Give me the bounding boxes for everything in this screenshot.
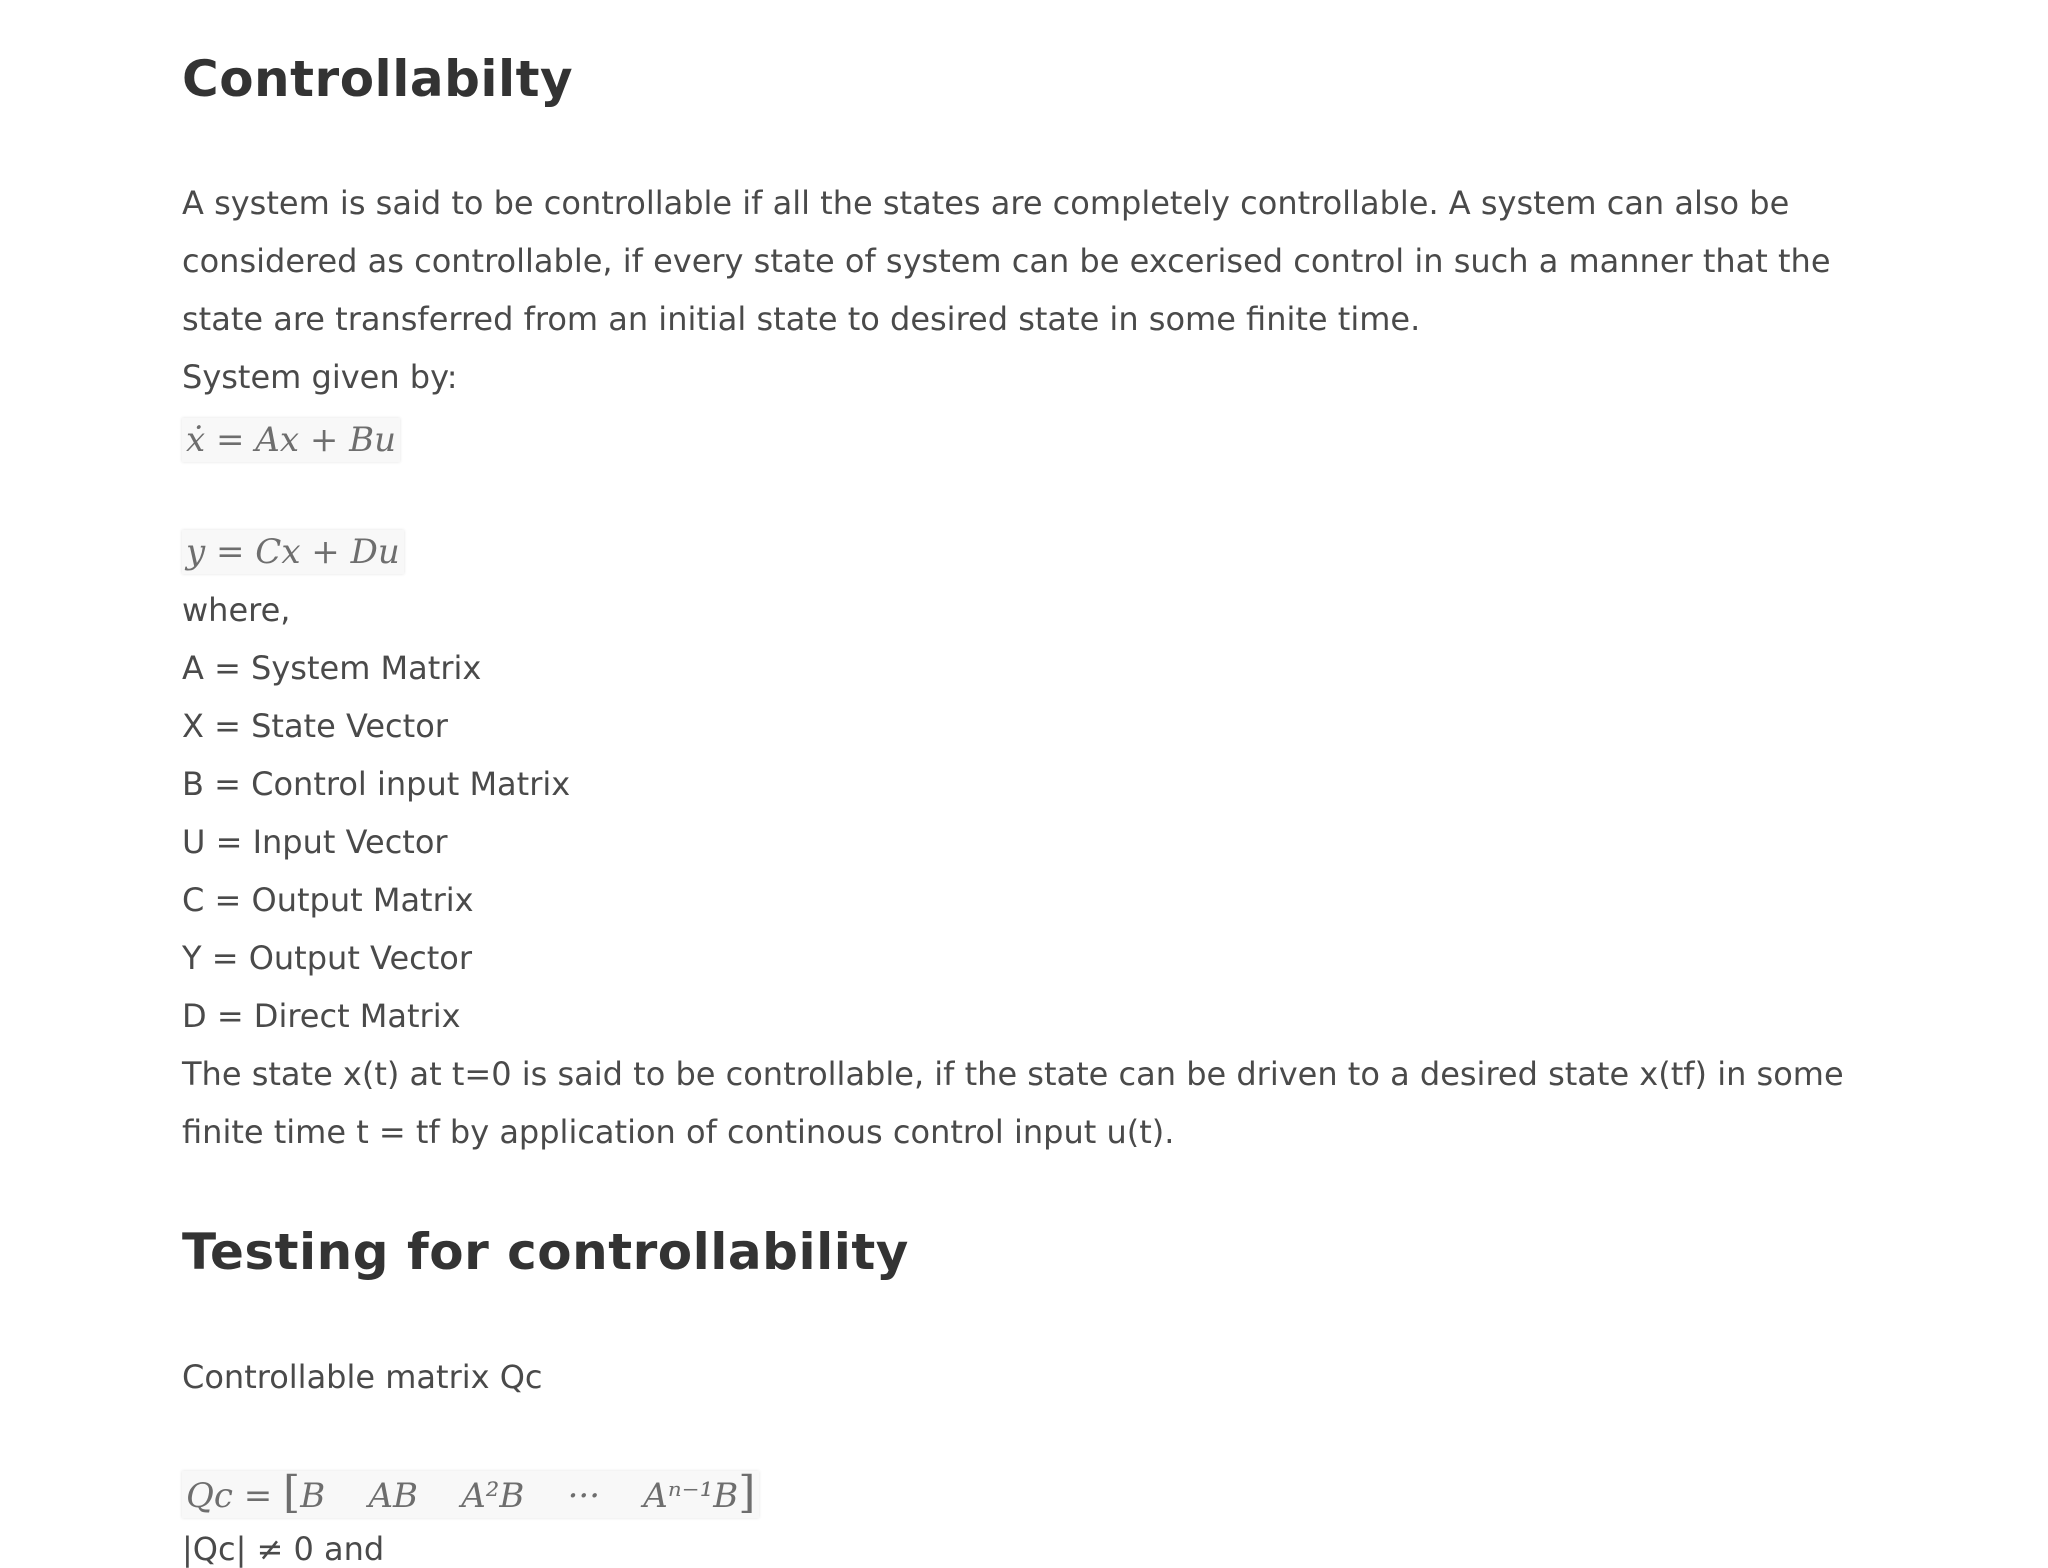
left-bracket: [: [283, 1467, 301, 1518]
qc-entry: B: [300, 1476, 326, 1516]
state-equation-math: ẋ = Ax + Bu: [182, 418, 400, 462]
definition-item: A = System Matrix: [182, 649, 482, 687]
qc-entry: ···: [567, 1476, 601, 1516]
definition-item: X = State Vector: [182, 707, 448, 745]
qc-lhs: Qc =: [186, 1476, 273, 1516]
qc-equation: [182, 1467, 759, 1518]
qc-entry: A²B: [461, 1476, 525, 1516]
qc-entry: AB: [368, 1476, 418, 1516]
definitions-list: [182, 581, 570, 1045]
intro-text: A system is said to be controllable if all the states are completely controllable. A system can also be considered as controllable, if every state of system can be excerised control in such a manner that the state are transferred from an initial state to desired state in some finite time.: [182, 184, 1831, 338]
output-equation-math: y = Cx + Du: [182, 530, 404, 574]
section-title-testing: Testing for controllability: [182, 1223, 909, 1281]
state-equation: [182, 418, 400, 462]
section-title-controllability: Controllabilty: [182, 50, 574, 108]
definition-item: Y = Output Vector: [182, 939, 472, 977]
system-given-text: System given by:: [182, 358, 458, 396]
qc-entry: Aⁿ⁻¹B: [643, 1476, 739, 1516]
qc-equation-math: [182, 1467, 759, 1518]
qc-condition: |Qc| ≠ 0 and: [182, 1530, 385, 1568]
where-label: where,: [182, 591, 291, 629]
controllability-definition-paragraph: The state x(t) at t=0 is said to be controllable, if the state can be driven to a desired state x(tf) in some finite time t = tf by application of continous control input u(t).: [182, 1055, 1844, 1151]
intro-paragraph: [182, 174, 1902, 406]
qc-label: Controllable matrix Qc: [182, 1358, 543, 1396]
right-bracket: ]: [738, 1467, 756, 1518]
output-equation: [182, 530, 404, 574]
definition-item: B = Control input Matrix: [182, 765, 571, 803]
definition-item: U = Input Vector: [182, 823, 448, 861]
definition-item: C = Output Matrix: [182, 881, 474, 919]
definition-item: D = Direct Matrix: [182, 997, 461, 1035]
